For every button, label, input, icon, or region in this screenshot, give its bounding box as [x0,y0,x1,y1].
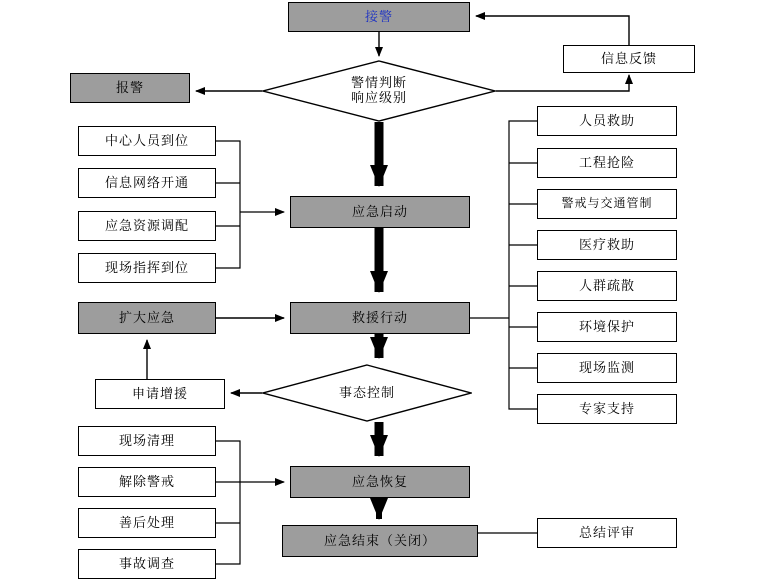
node-label: 现场指挥到位 [104,259,189,275]
node-onsite-command-inplace[interactable] [78,253,216,283]
node-label: 事故调查 [118,555,175,571]
node-expand-emergency[interactable] [78,302,216,334]
node-label: 事态控制 [338,384,395,400]
node-label-group [262,364,472,422]
node-apply-reinforcement[interactable] [95,379,225,409]
node-info-feedback[interactable] [563,45,695,73]
node-label: 信息反馈 [600,50,657,66]
node-rescue-action[interactable] [290,302,470,334]
node-label: 环境保护 [578,318,635,334]
node-label-line2: 响应级别 [350,90,407,105]
node-summary-review[interactable] [537,518,677,548]
node-label: 应急资源调配 [104,217,189,233]
node-emergency-end[interactable] [282,525,478,557]
node-label: 救援行动 [351,309,408,325]
node-site-monitoring[interactable] [537,353,677,383]
node-label: 解除警戒 [118,473,175,489]
node-label: 总结评审 [578,524,635,540]
node-expert-support[interactable] [537,394,677,424]
node-label: 现场监测 [578,359,635,375]
node-emergency-recovery[interactable] [290,466,470,498]
node-label: 工程抢险 [578,154,635,170]
node-label: 报警 [115,79,144,95]
node-label: 善后处理 [118,514,175,530]
node-label: 医疗救助 [578,236,635,252]
node-label-line1: 警情判断 [350,75,407,91]
node-crowd-evacuation[interactable] [537,271,677,301]
node-label: 中心人员到位 [104,132,189,148]
node-medical-aid[interactable] [537,230,677,260]
node-label: 应急恢复 [351,473,408,489]
node-engineering-rescue[interactable] [537,148,677,178]
node-label: 现场清理 [118,432,175,448]
node-judge-response-level[interactable] [262,60,496,122]
node-guard-traffic-control[interactable] [537,189,677,219]
node-label: 人员救助 [578,112,635,128]
node-label: 应急结束（关闭） [323,532,436,548]
node-center-staff-inplace[interactable] [78,126,216,156]
node-report[interactable] [70,73,190,103]
node-aftermath-handling[interactable] [78,508,216,538]
node-label: 警戒与交通管制 [561,196,653,211]
node-label: 信息网络开通 [104,174,189,190]
node-resource-allocation[interactable] [78,211,216,241]
node-info-network-open[interactable] [78,168,216,198]
node-label: 接警 [364,8,393,24]
node-accident-investigation[interactable] [78,549,216,579]
node-lift-alert[interactable] [78,467,216,497]
node-site-cleanup[interactable] [78,426,216,456]
node-label-group [262,60,496,122]
node-alarm-receive[interactable] [288,2,470,32]
node-emergency-start[interactable] [290,196,470,228]
node-label: 专家支持 [578,400,635,416]
node-personnel-rescue[interactable] [537,106,677,136]
node-label: 扩大应急 [118,309,175,325]
node-label: 应急启动 [351,203,408,219]
node-situation-control[interactable] [262,364,472,422]
node-environment-protection[interactable] [537,312,677,342]
node-label: 申请增援 [131,385,188,401]
node-label: 人群疏散 [578,277,635,293]
